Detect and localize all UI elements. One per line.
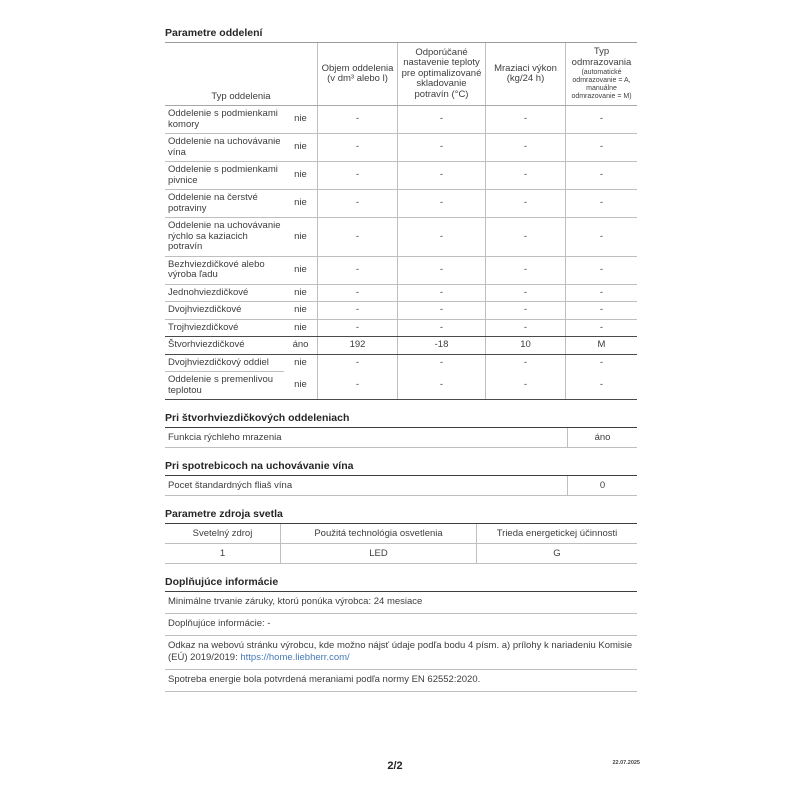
table-row — [165, 354, 637, 372]
wine-title: Pri spotrebicoch na uchovávanie vína — [165, 460, 354, 472]
row-flag: nie — [294, 321, 307, 333]
four-star-table — [165, 427, 637, 448]
row-defrost: - — [565, 355, 637, 372]
row-temperature: - — [397, 371, 485, 399]
compartments-title: Parametre oddelení — [165, 27, 263, 39]
row-flag: nie — [294, 286, 307, 298]
table-row — [165, 189, 637, 217]
row-label: Oddelenie s podmienkami komory — [168, 108, 278, 130]
row-flag: áno — [292, 339, 309, 350]
row-volume: - — [317, 190, 397, 217]
extra-info-row: Doplňujúce informácie: - — [165, 614, 637, 636]
row-temperature: - — [397, 302, 485, 319]
wine-table — [165, 475, 637, 496]
page-content — [165, 27, 637, 692]
row-flag: nie — [294, 263, 307, 275]
table-row — [165, 371, 637, 399]
table-row — [165, 476, 637, 496]
table-row — [165, 256, 637, 284]
light-source-count: 1 — [219, 548, 226, 559]
row-label: Jednohviezdičkové — [168, 286, 249, 298]
row-flag: nie — [294, 230, 307, 242]
row-defrost: - — [565, 302, 637, 319]
manufacturer-link[interactable]: https://home.liebherr.com/ — [240, 652, 350, 663]
light-technology-value: LED — [280, 544, 476, 563]
row-defrost: - — [565, 257, 637, 284]
row-volume: - — [317, 355, 397, 372]
col-header-type: Typ oddelenia — [211, 90, 271, 102]
row-freezing: - — [485, 162, 565, 189]
light-source-table — [165, 523, 637, 564]
row-freezing: 10 — [485, 337, 565, 354]
row-temperature: - — [397, 320, 485, 337]
row-flag: nie — [294, 113, 307, 125]
row-volume: - — [317, 257, 397, 284]
table-row — [165, 105, 637, 133]
table-row — [165, 161, 637, 189]
row-temperature: - — [397, 190, 485, 217]
row-defrost: - — [565, 162, 637, 189]
col-header-temperature: Odporúčané nastavenie teploty pre optimalizované skladovanie potravín (°C) — [397, 43, 485, 105]
row-label: Oddelenie s podmienkami pivnice — [168, 164, 278, 186]
table-row — [165, 319, 637, 337]
row-freezing: - — [485, 218, 565, 256]
row-volume: - — [317, 218, 397, 256]
row-defrost: - — [565, 134, 637, 161]
row-temperature: - — [397, 285, 485, 302]
row-volume: - — [317, 320, 397, 337]
row-flag: nie — [294, 356, 307, 368]
row-label: Dvojhviezdičkové — [168, 304, 242, 315]
additional-info-table — [165, 591, 637, 692]
table-row — [165, 284, 637, 302]
light-energy-class: G — [476, 544, 637, 563]
col-header-volume: Objem oddelenia (v dm³ alebo l) — [317, 43, 397, 105]
row-label: Dvojhviezdičkový oddiel — [168, 356, 269, 368]
row-freezing: - — [485, 320, 565, 337]
footer-date: 22.07.2025 — [612, 760, 640, 766]
wine-bottles-value: 0 — [567, 476, 637, 495]
row-label: Oddelenie na uchovávanie vína — [168, 136, 281, 158]
col-header-defrost-note: (automatické odmrazovanie = A, manuálne odmrazovanie = M) — [571, 69, 632, 100]
page-number: 2/2 — [387, 760, 403, 772]
additional-info-section — [165, 576, 637, 692]
compartments-header-row — [165, 43, 637, 105]
row-freezing: - — [485, 355, 565, 372]
row-defrost: - — [565, 106, 637, 133]
light-col-class: Trieda energetickej účinnosti — [476, 524, 637, 543]
row-volume: - — [317, 162, 397, 189]
row-flag: nie — [294, 141, 307, 153]
row-label: Oddelenie s premenlivou teplotou — [165, 371, 284, 399]
row-freezing: - — [485, 134, 565, 161]
col-header-freezing: Mraziaci výkon (kg/24 h) — [485, 43, 565, 105]
row-freezing: - — [485, 302, 565, 319]
row-defrost: - — [565, 320, 637, 337]
row-freezing: - — [485, 257, 565, 284]
row-temperature: - — [397, 106, 485, 133]
col-header-defrost-title: Typ odmrazovania — [571, 46, 632, 68]
website-row — [165, 636, 637, 670]
row-freezing: - — [485, 285, 565, 302]
light-header-row — [165, 524, 637, 544]
additional-info-title: Doplňujúce informácie — [165, 576, 279, 588]
row-temperature: - — [397, 257, 485, 284]
row-label: Oddelenie na čerstvé potraviny — [168, 192, 258, 214]
row-flag: nie — [294, 169, 307, 181]
row-temperature: - — [397, 134, 485, 161]
website-row-text: Odkaz na webovú stránku výrobcu, kde možno nájsť údaje podľa bodu 4 písm. a) prílohy k nariadeniu Komisie (EÚ) 2019/2019: — [168, 640, 633, 663]
light-source-section — [165, 508, 637, 564]
row-temperature: - — [397, 218, 485, 256]
row-flag: nie — [294, 304, 307, 315]
row-volume: - — [317, 371, 397, 399]
fast-freeze-value: áno — [567, 428, 637, 447]
table-row — [165, 428, 637, 448]
row-volume: - — [317, 106, 397, 133]
row-defrost: - — [565, 371, 637, 399]
warranty-row: Minimálne trvanie záruky, ktorú ponúka výrobca: 24 mesiace — [165, 592, 637, 614]
energy-standard-row: Spotreba energie bola potvrdená meraniami podľa normy EN 62552:2020. — [165, 670, 637, 692]
row-freezing: - — [485, 106, 565, 133]
table-row — [165, 133, 637, 161]
light-col-source: Svetelný zdroj — [192, 528, 253, 539]
compartments-table — [165, 42, 637, 400]
row-freezing: - — [485, 190, 565, 217]
four-star-section — [165, 412, 637, 448]
row-label: Bezhviezdičkové alebo výroba ľadu — [168, 258, 265, 280]
row-label: Trojhviezdičkové — [168, 321, 239, 333]
row-defrost: - — [565, 218, 637, 256]
table-row-four-star — [165, 336, 637, 354]
row-label: Oddelenie na uchovávanie rýchlo sa kaziacich potravín — [168, 220, 281, 252]
table-row — [165, 301, 637, 319]
col-header-defrost — [565, 43, 637, 105]
row-freezing: - — [485, 371, 565, 399]
row-volume: - — [317, 302, 397, 319]
row-volume: - — [317, 285, 397, 302]
row-temperature: - — [397, 162, 485, 189]
fast-freeze-label: Funkcia rýchleho mrazenia — [168, 432, 282, 443]
row-temperature: - — [397, 355, 485, 372]
row-defrost: - — [565, 190, 637, 217]
row-flag: nie — [294, 378, 307, 390]
row-temperature: -18 — [397, 337, 485, 354]
row-volume: 192 — [317, 337, 397, 354]
row-label: Štvorhviezdičkové — [168, 339, 245, 350]
light-value-row — [165, 544, 637, 564]
light-col-technology: Použitá technológia osvetlenia — [280, 524, 476, 543]
row-flag: nie — [294, 197, 307, 209]
row-volume: - — [317, 134, 397, 161]
wine-section — [165, 460, 637, 496]
table-row — [165, 217, 637, 256]
row-defrost: M — [565, 337, 637, 354]
row-defrost: - — [565, 285, 637, 302]
four-star-title: Pri štvorhviezdičkových oddeleniach — [165, 412, 350, 424]
wine-bottles-label: Pocet štandardných fliaš vína — [168, 480, 293, 491]
light-source-title: Parametre zdroja svetla — [165, 508, 283, 520]
